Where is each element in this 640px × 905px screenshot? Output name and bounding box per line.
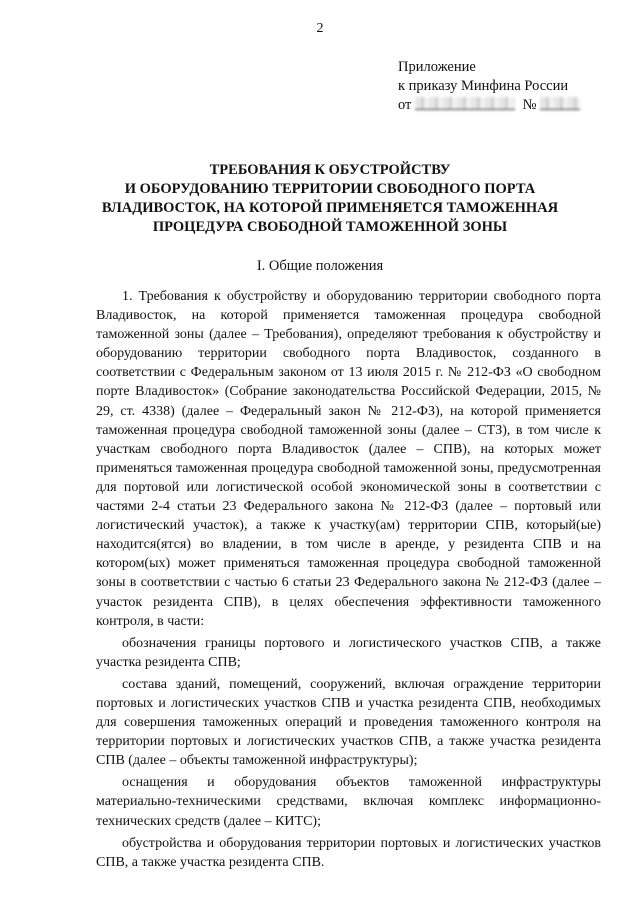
redacted-date xyxy=(415,97,515,110)
section-heading: I. Общие положения xyxy=(256,258,384,274)
title-line-1: ТРЕБОВАНИЯ К ОБУСТРОЙСТВУ xyxy=(209,162,451,178)
appendix-block xyxy=(398,58,580,115)
redacted-number xyxy=(540,97,580,110)
number-label: № xyxy=(522,97,537,113)
paragraph-2: обозначения границы портового и логистического участков СПВ, а также участка резидента СПВ; xyxy=(96,635,601,670)
document-title xyxy=(60,161,600,237)
paragraph-1: 1. Требования к обустройству и оборудованию территории свободного порта Владивосток, на которой применяется таможенная процедура свободной таможенной зоны (далее – Требования), определяют требования к обустройству и оборудованию территории свободного порта Владивосток, созданного в соответствии с Федеральным законом от 13 июля 2015 г. № 212-ФЗ «О свободном порте Владивосток» (Собрание законодательства Российской Федерации, 2015, № 29, ст. 4338) (далее – Федеральный закон № 212-ФЗ), на которой применяется таможенная процедура свободной таможенной зоны (далее – СТЗ), в том числе к участкам свободного порта Владивосток (далее – СПВ), на которых может применяться таможенная процедура свободной таможенной зоны, предусмотренная для портовой или логистической особой экономической зоны в соответствии с частями 2-4 статьи 23 Федерального закона № 212-ФЗ (далее – портовый или логистический участок), а также к участку(ам) территории СПВ, который(ые) находится(ятся) во владении, в том числе в аренде, у резидента СПВ и на котором(ых) может применяться таможенная процедура свободной таможенной зоны в соответствии с частью 6 статьи 23 Федерального закона № 212-ФЗ (далее – участок резидента СПВ), в целях обеспечения эффективности таможенного контроля, в части: xyxy=(96,289,601,629)
paragraph-5: обустройства и оборудования территории портовых и логистических участков СПВ, а также участка резидента СПВ. xyxy=(96,835,601,870)
document-body xyxy=(96,287,601,872)
appendix-date-number xyxy=(398,96,580,115)
paragraph-3: состава зданий, помещений, сооружений, включая ограждение территории портовых и логистических участков СПВ и участка резидента СПВ, необходимых для совершения таможенных операций и проведения таможенного контроля на территории портовых и логистических участков СПВ, а также участка резидента СПВ (далее – объекты таможенной инфраструктуры); xyxy=(96,676,601,769)
appendix-title: Приложение xyxy=(398,59,476,75)
title-line-3: ВЛАДИВОСТОК, НА КОТОРОЙ ПРИМЕНЯЕТСЯ ТАМОЖЕННАЯ xyxy=(101,200,559,216)
title-line-2: И ОБОРУДОВАНИЮ ТЕРРИТОРИИ СВОБОДНОГО ПОРТА xyxy=(124,181,536,197)
date-label: от xyxy=(398,97,412,113)
title-line-4: ПРОЦЕДУРА СВОБОДНОЙ ТАМОЖЕННОЙ ЗОНЫ xyxy=(152,219,508,235)
appendix-order: к приказу Минфина России xyxy=(398,78,569,94)
paragraph-4: оснащения и оборудования объектов таможенной инфраструктуры материально-техническими средствами, включая комплекс информационно-технических средств (далее – КИТС); xyxy=(96,775,601,829)
page-number: 2 xyxy=(316,21,324,36)
